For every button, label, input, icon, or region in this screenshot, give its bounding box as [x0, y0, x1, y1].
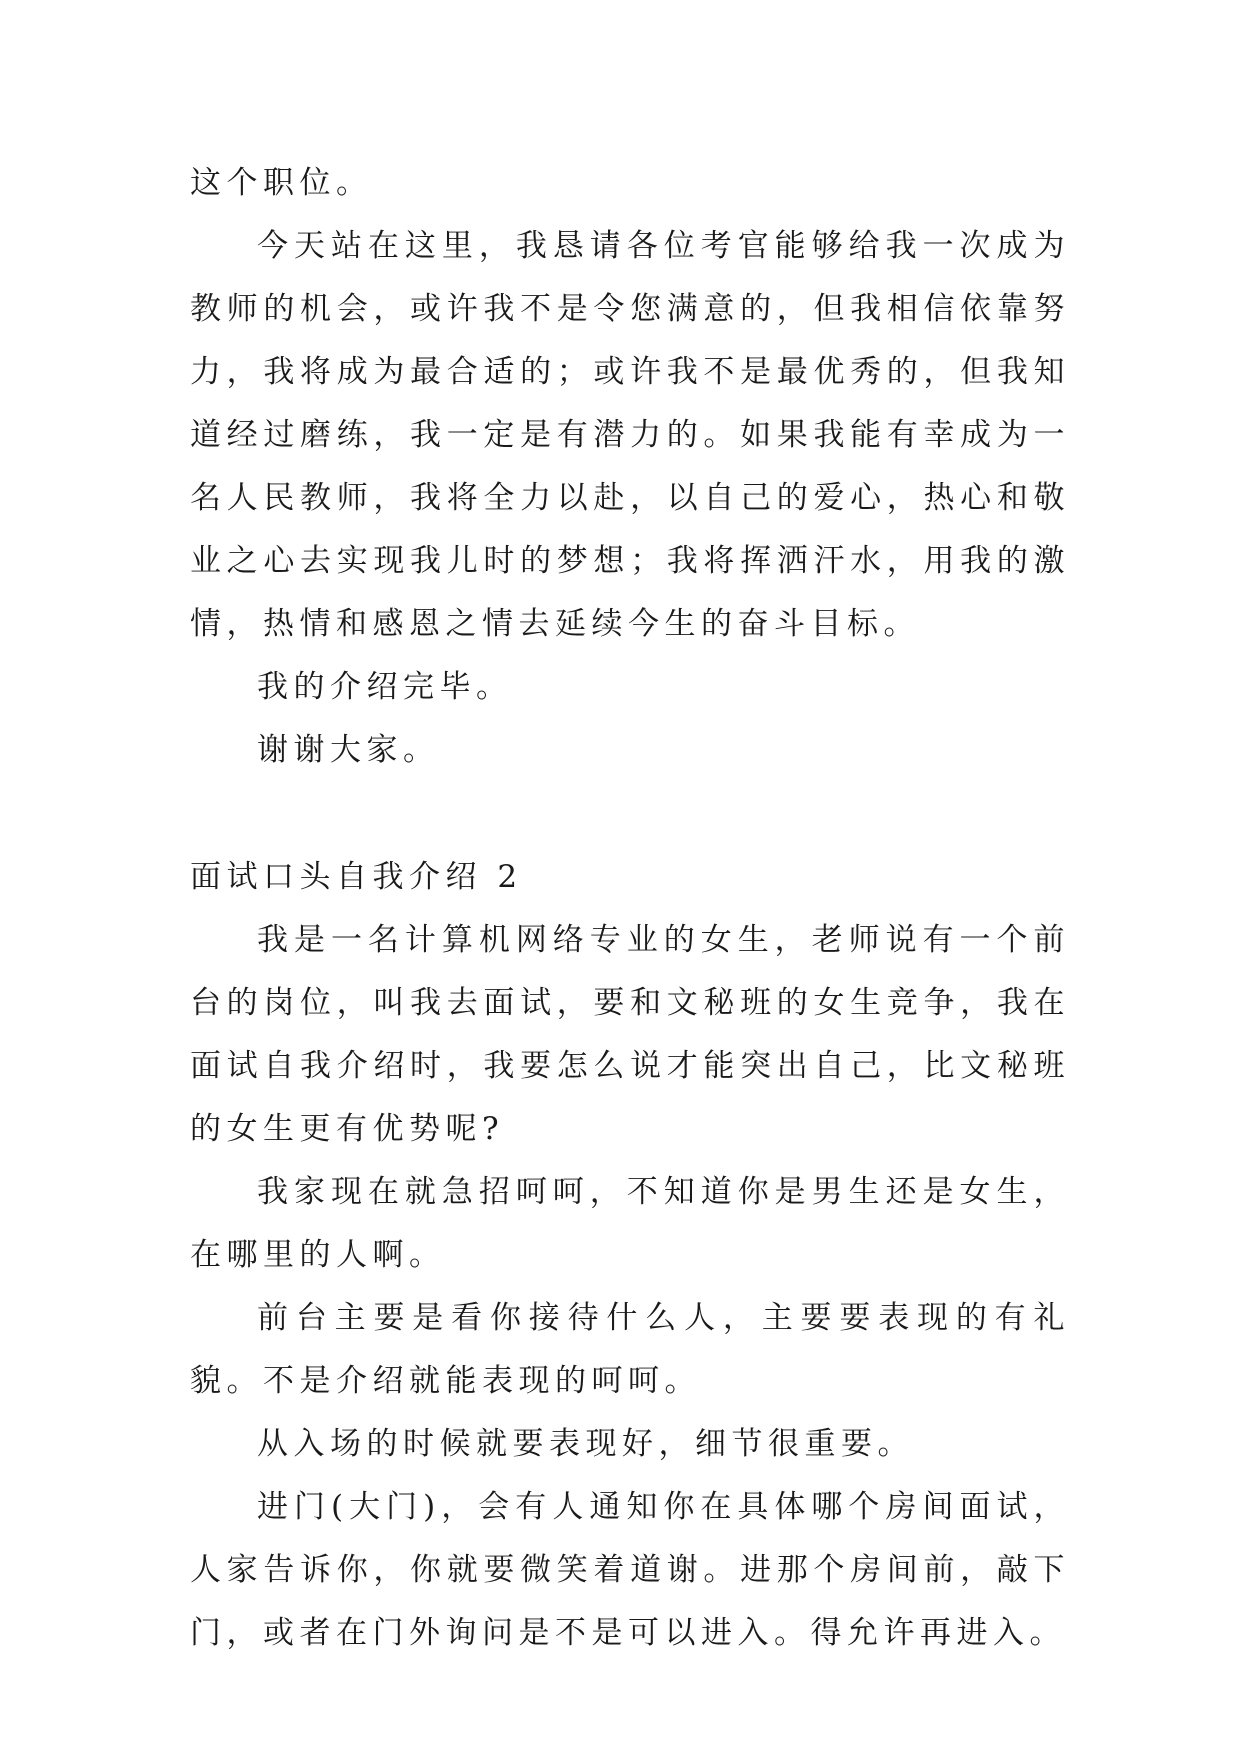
paragraph: 今天站在这里，我恳请各位考官能够给我一次成为教师的机会，或许我不是令您满意的，但我相信依靠努力，我将成为最合适的；或许我不是最优秀的，但我知道经过磨练，我一定是有潜力的。如果我能有幸成为一名人民教师，我将全力以赴，以自己的爱心，热心和敬业之心去实现我儿时的梦想；我将挥洒汗水，用我的激情，热情和感恩之情去延续今生的奋斗目标。 — [190, 228, 1070, 642]
paragraph: 前台主要是看你接待什么人，主要要表现的有礼貌。不是介绍就能表现的呵呵。 — [190, 1300, 1070, 1399]
section-heading: 面试口头自我介绍 2 — [190, 859, 523, 895]
paragraph: 从入场的时候就要表现好，细节很重要。 — [257, 1426, 914, 1462]
paragraph: 我是一名计算机网络专业的女生，老师说有一个前台的岗位，叫我去面试，要和文秘班的女生竞争，我在面试自我介绍时，我要怎么说才能突出自己，比文秘班的女生更有优势呢? — [190, 922, 1070, 1147]
section-spacer — [190, 782, 1070, 846]
paragraph: 谢谢大家。 — [257, 732, 440, 768]
paragraph: 我的介绍完毕。 — [257, 669, 513, 705]
paragraph: 进门(大门)，会有人通知你在具体哪个房间面试，人家告诉你，你就要微笑着道谢。进那个房间前，敲下门，或者在门外询问是不是可以进入。得允许再进入。 — [190, 1489, 1070, 1651]
paragraph: 这个职位。 — [190, 165, 373, 201]
document-body — [190, 152, 1070, 1665]
paragraph: 我家现在就急招呵呵，不知道你是男生还是女生，在哪里的人啊。 — [190, 1174, 1070, 1273]
